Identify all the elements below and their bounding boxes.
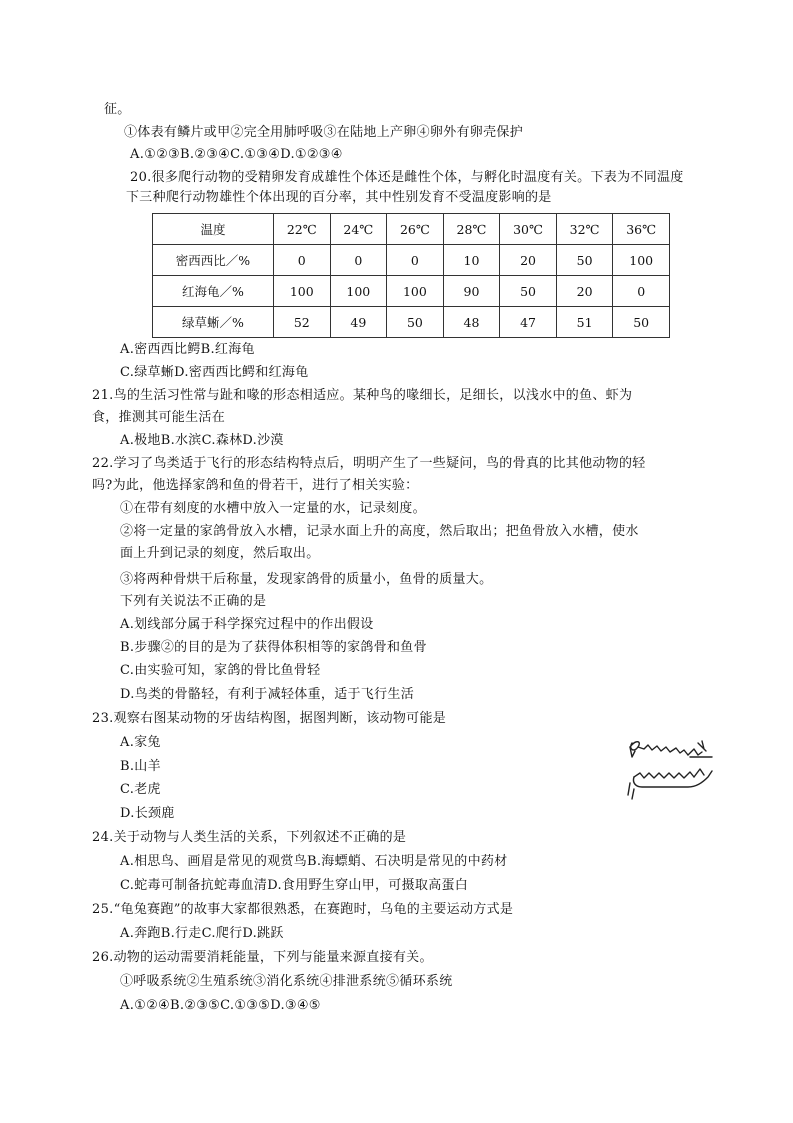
question-26: 26.动物的运动需要消耗能量，下列与能量来源直接有关。 — [92, 950, 433, 965]
table-cell: 26℃ — [387, 214, 444, 245]
text-line: ①呼吸系统②生殖系统③消化系统④排泄系统⑤循环系统 — [120, 974, 453, 989]
text-line: ①体表有鳞片或甲②完全用肺呼吸③在陆地上产卵④卵外有卵壳保护 — [124, 125, 524, 140]
question-25: 25.“龟兔赛跑”的故事大家都很熟悉，在赛跑时，乌龟的主要运动方式是 — [92, 902, 514, 917]
text-line: 食，推测其可能生活在 — [92, 410, 226, 425]
table-cell: 47 — [500, 307, 557, 338]
question-24: 24.关于动物与人类生活的关系，下列叙述不正确的是 — [92, 830, 407, 845]
table-cell: 90 — [443, 276, 500, 307]
answer-option: B.步骤②的目的是为了获得体积相等的家鸽骨和鱼骨 — [120, 640, 427, 655]
table-cell: 20 — [500, 245, 557, 276]
answer-options: C.蛇毒可制备抗蛇毒血清D.食用野生穿山甲，可摄取高蛋白 — [120, 878, 469, 893]
answer-options: A.奔跑B.行走C.爬行D.跳跃 — [120, 926, 284, 941]
table-cell: 温度 — [153, 214, 274, 245]
table-cell: 48 — [443, 307, 500, 338]
text-line: ①在带有刻度的水槽中放入一定量的水，记录刻度。 — [120, 501, 426, 516]
table-cell: 红海龟／% — [153, 276, 274, 307]
question-20: 20.很多爬行动物的受精卵发育成雄性个体还是雌性个体，与孵化时温度有关。下表为不同温度 — [130, 170, 684, 185]
question-21: 21.鸟的生活习性常与趾和喙的形态相适应。某种鸟的喙细长，足细长，以浅水中的鱼、虾为 — [92, 388, 633, 403]
answer-options: A.相思鸟、画眉是常见的观赏鸟B.海螵蛸、石决明是常见的中药材 — [120, 854, 508, 869]
table-cell: 51 — [556, 307, 613, 338]
table-cell: 0 — [274, 245, 331, 276]
table-cell: 0 — [330, 245, 387, 276]
table-row — [153, 307, 670, 338]
text-line: 下列有关说法不正确的是 — [120, 594, 267, 609]
table-cell: 32℃ — [556, 214, 613, 245]
table-cell: 100 — [274, 276, 331, 307]
answer-option: C.由实验可知，家鸽的骨比鱼骨轻 — [120, 663, 321, 678]
table-cell: 24℃ — [330, 214, 387, 245]
table-cell: 36℃ — [613, 214, 670, 245]
text-line: ③将两种骨烘干后称量，发现家鸽骨的质量小，鱼骨的质量大。 — [120, 572, 493, 587]
table-cell: 50 — [500, 276, 557, 307]
answer-option: C.老虎 — [120, 782, 161, 797]
answer-option: A.划线部分属于科学探究过程中的作出假设 — [120, 617, 374, 632]
table-cell: 28℃ — [443, 214, 500, 245]
answer-option: D.鸟类的骨骼轻，有利于减轻体重，适于飞行生活 — [120, 687, 414, 702]
temperature-table — [152, 213, 670, 338]
answer-options: A.①②④B.②③⑤C.①③⑤D.③④⑤ — [120, 998, 321, 1013]
answer-option: D.长颈鹿 — [120, 806, 175, 821]
text-line: ②将一定量的家鸽骨放入水槽，记录水面上升的高度，然后取出；把鱼骨放入水槽，使水 — [120, 524, 639, 539]
table-cell: 密西西比／% — [153, 245, 274, 276]
table-cell: 0 — [387, 245, 444, 276]
teeth-diagram-image — [624, 737, 716, 803]
table-row — [153, 245, 670, 276]
answer-option: B.山羊 — [120, 759, 161, 774]
table-cell: 50 — [387, 307, 444, 338]
text-line: 下三种爬行动物雄性个体出现的百分率，其中性别发育不受温度影响的是 — [126, 190, 552, 205]
table-cell: 49 — [330, 307, 387, 338]
text-line: 面上升到记录的刻度，然后取出。 — [120, 546, 320, 561]
table-cell: 52 — [274, 307, 331, 338]
question-22: 22.学习了鸟类适于飞行的形态结构特点后，明明产生了一些疑问，鸟的骨真的比其他动物的轻 — [92, 456, 646, 471]
table-cell: 50 — [613, 307, 670, 338]
answer-options: A.极地B.水滨C.森林D.沙漠 — [120, 433, 284, 448]
table-cell: 30℃ — [500, 214, 557, 245]
table-cell: 0 — [613, 276, 670, 307]
question-23: 23.观察右图某动物的牙齿结构图，据图判断，该动物可能是 — [92, 711, 447, 726]
table-cell: 100 — [613, 245, 670, 276]
table-header-row — [153, 214, 670, 245]
table-cell: 50 — [556, 245, 613, 276]
table-cell: 20 — [556, 276, 613, 307]
table-cell: 10 — [443, 245, 500, 276]
table-cell: 100 — [387, 276, 444, 307]
answer-options: A.①②③B.②③④C.①③④D.①②③④ — [130, 147, 343, 162]
table-cell: 100 — [330, 276, 387, 307]
text-line: 征。 — [104, 102, 131, 117]
table-cell: 绿草蜥／% — [153, 307, 274, 338]
answer-options: C.绿草蜥D.密西西比鳄和红海龟 — [120, 365, 309, 380]
table-cell: 22℃ — [274, 214, 331, 245]
answer-option: A.家兔 — [120, 735, 161, 750]
text-line: 吗?为此，他选择家鸽和鱼的骨若干，进行了相关实验： — [92, 478, 419, 493]
table-row — [153, 276, 670, 307]
answer-options: A.密西西比鳄B.红海龟 — [120, 342, 255, 357]
